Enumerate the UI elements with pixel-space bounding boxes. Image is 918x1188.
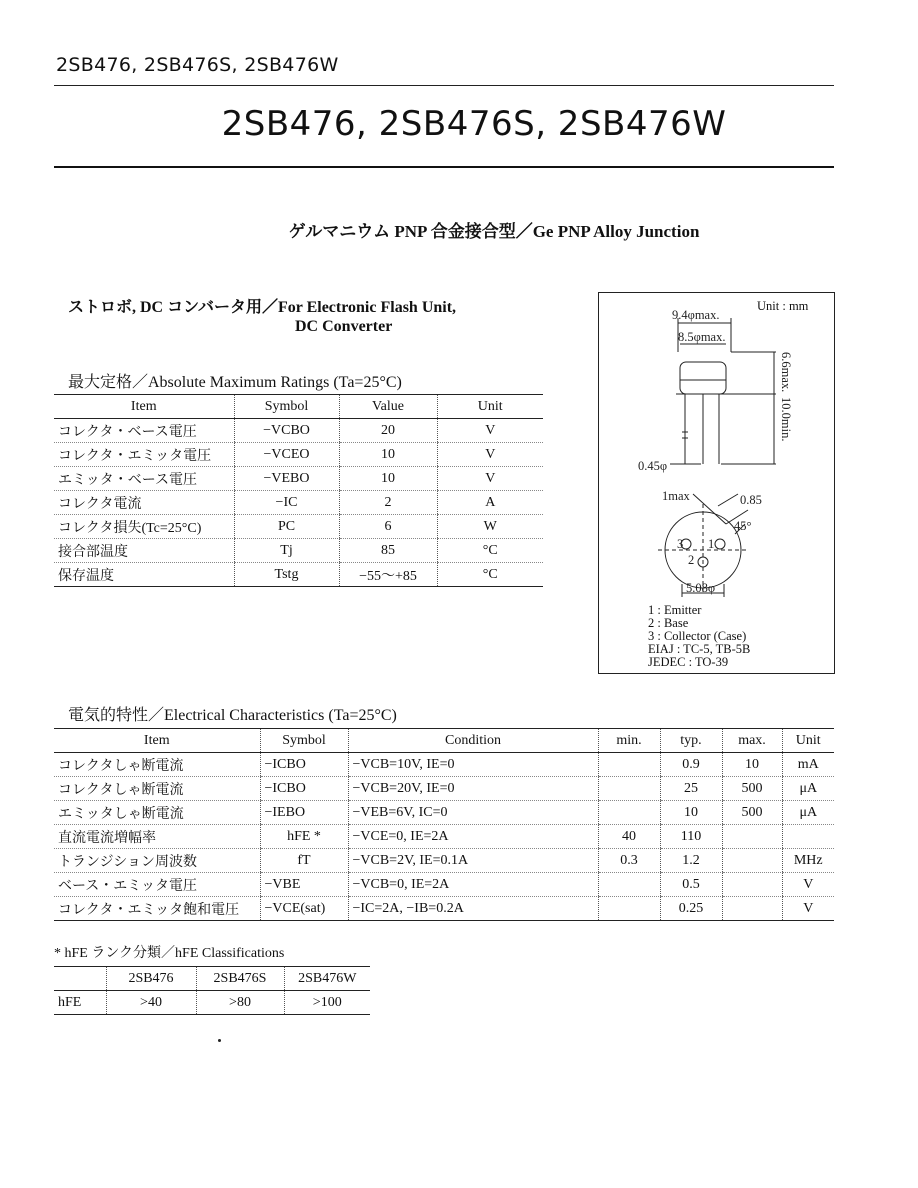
cell-typ: 10 [660,801,722,825]
cell-typ: 0.25 [660,897,722,921]
cell-item: ベース・エミッタ電圧 [54,873,260,897]
cell-max: 500 [722,777,782,801]
cell-item: コレクタ・エミッタ電圧 [54,443,234,467]
cell-symbol: −ICBO [260,777,348,801]
header-max: max. [722,729,782,753]
header-rule [54,85,834,86]
table-row [54,897,834,921]
table-row [54,753,834,777]
cell-value: 20 [339,419,437,443]
pin-note-base: 2 : Base [648,616,689,630]
cell-condition: −VEB=6V, IC=0 [348,801,598,825]
header-value: Value [339,395,437,419]
cell-typ: 1.2 [660,849,722,873]
table-header-row [54,967,370,991]
cell-hfe-2sb476s: >80 [196,991,284,1015]
document-title: 2SB476, 2SB476S, 2SB476W [221,104,727,144]
cell-max: 500 [722,801,782,825]
cell-item: コレクタしゃ断電流 [54,753,260,777]
table-row [54,825,834,849]
cell-item: コレクタ電流 [54,491,234,515]
application-line-2: DC Converter [295,318,393,335]
cell-unit: V [782,873,834,897]
cell-unit: °C [437,563,543,587]
table-row [54,539,543,563]
dim-outer-diameter: 9.4φmax. [672,308,720,322]
table-row [54,443,543,467]
header-unit: Unit [437,395,543,419]
cell-min: 0.3 [598,849,660,873]
absolute-max-title: 最大定格／Absolute Maximum Ratings (Ta=25°C) [68,374,402,391]
cell-unit: μA [782,801,834,825]
table-row [54,873,834,897]
cell-hfe-2sb476: >40 [106,991,196,1015]
cell-max: 10 [722,753,782,777]
jedec-note: JEDEC : TO-39 [648,655,729,669]
cell-condition: −VCB=2V, IE=0.1A [348,849,598,873]
header-part-numbers: 2SB476, 2SB476S, 2SB476W [56,54,339,76]
hfe-classification-title: * hFE ランク分類／hFE Classifications [54,946,285,961]
cell-min [598,753,660,777]
electrical-table [54,728,834,921]
table-row [54,777,834,801]
header-item: Item [54,395,234,419]
cell-unit: mA [782,753,834,777]
cell-value: 10 [339,467,437,491]
cell-unit: V [437,419,543,443]
cell-unit: V [782,897,834,921]
cell-min [598,873,660,897]
table-header-row [54,395,543,419]
header-symbol: Symbol [260,729,348,753]
cell-condition: −VCB=20V, IE=0 [348,777,598,801]
header-2sb476: 2SB476 [106,967,196,991]
cell-max [722,849,782,873]
cell-min [598,897,660,921]
cell-typ: 0.9 [660,753,722,777]
cell-symbol: hFE * [260,825,348,849]
cell-symbol: PC [234,515,339,539]
cell-item: エミッタ・ベース電圧 [54,467,234,491]
cell-condition: −VCB=0, IE=2A [348,873,598,897]
cell-unit: °C [437,539,543,563]
cell-unit: μA [782,777,834,801]
cell-unit: V [437,467,543,491]
package-unit-label: Unit : mm [757,299,809,313]
cell-symbol: −IC [234,491,339,515]
table-header-row [54,729,834,753]
header-2sb476s: 2SB476S [196,967,284,991]
electrical-title: 電気的特性／Electrical Characteristics (Ta=25°C) [68,707,397,724]
cell-item: コレクタ・エミッタ飽和電圧 [54,897,260,921]
cell-value: 10 [339,443,437,467]
table-row [54,849,834,873]
cell-symbol: −VCEO [234,443,339,467]
cell-min [598,801,660,825]
absolute-max-table [54,394,543,587]
cell-condition: −IC=2A, −IB=0.2A [348,897,598,921]
device-type-subtitle: ゲルマニウム PNP 合金接合型／Ge PNP Alloy Junction [288,222,700,241]
pin-3-label: 3 [677,537,684,551]
table-row [54,563,543,587]
cell-condition: −VCB=10V, IE=0 [348,753,598,777]
dim-pin-circle: 5.08φ [686,581,716,595]
dim-tab-085: 0.85 [740,493,762,507]
cell-item: 保存温度 [54,563,234,587]
hfe-classification-table [54,966,370,1015]
dim-lead-diameter: 0.45φ [638,459,668,473]
cell-typ: 25 [660,777,722,801]
cell-symbol: −IEBO [260,801,348,825]
dim-tab-angle: 45° [734,519,752,533]
cell-condition: −VCE=0, IE=2A [348,825,598,849]
cell-value: 2 [339,491,437,515]
cell-typ: 0.5 [660,873,722,897]
cell-symbol: −VCBO [234,419,339,443]
cell-unit: A [437,491,543,515]
header-symbol: Symbol [234,395,339,419]
cell-min [598,777,660,801]
cell-unit: MHz [782,849,834,873]
title-rule [54,166,834,168]
cell-item: エミッタしゃ断電流 [54,801,260,825]
cell-unit: V [437,443,543,467]
cell-symbol: −ICBO [260,753,348,777]
cell-value: 6 [339,515,437,539]
cell-min: 40 [598,825,660,849]
cell-hfe-label: hFE [54,991,106,1015]
header-blank [54,967,106,991]
cell-max [722,825,782,849]
cell-value: −55〜+85 [339,563,437,587]
table-row [54,491,543,515]
header-typ: typ. [660,729,722,753]
dim-lead-length: 10.0min. [779,397,793,442]
header-unit: Unit [782,729,834,753]
cell-symbol: −VBE [260,873,348,897]
cell-unit [782,825,834,849]
cell-value: 85 [339,539,437,563]
cell-symbol: Tstg [234,563,339,587]
cell-symbol: −VCE(sat) [260,897,348,921]
package-notes [648,604,750,669]
table-row [54,515,543,539]
cell-max [722,873,782,897]
pin-note-emitter: 1 : Emitter [648,603,702,617]
header-condition: Condition [348,729,598,753]
eiaj-note: EIAJ : TC-5, TB-5B [648,642,751,656]
table-row [54,419,543,443]
cell-item: 直流電流増幅率 [54,825,260,849]
dim-tab-1max: 1max [662,489,690,503]
table-row [54,467,543,491]
cell-item: コレクタ・ベース電圧 [54,419,234,443]
cell-item: トランジション周波数 [54,849,260,873]
dim-inner-diameter: 8.5φmax. [678,330,726,344]
cell-item: 接合部温度 [54,539,234,563]
pin-note-collector: 3 : Collector (Case) [648,629,747,643]
header-min: min. [598,729,660,753]
cell-symbol: −VEBO [234,467,339,491]
header-item: Item [54,729,260,753]
header-2sb476w: 2SB476W [284,967,370,991]
pin-1-label: 1 [708,537,715,551]
pin-2-label: 2 [688,553,695,567]
table-row [54,991,370,1015]
scan-speck [218,1039,221,1042]
cell-max [722,897,782,921]
cell-unit: W [437,515,543,539]
cell-symbol: Tj [234,539,339,563]
cell-hfe-2sb476w: >100 [284,991,370,1015]
cell-symbol: fT [260,849,348,873]
cell-item: コレクタしゃ断電流 [54,777,260,801]
application-line-1: ストロボ, DC コンバータ用／For Electronic Flash Unit, [68,299,457,316]
cell-typ: 110 [660,825,722,849]
table-row [54,801,834,825]
dim-body-height: 6.6max. [779,352,793,393]
cell-item: コレクタ損失(Tc=25°C) [54,515,234,539]
